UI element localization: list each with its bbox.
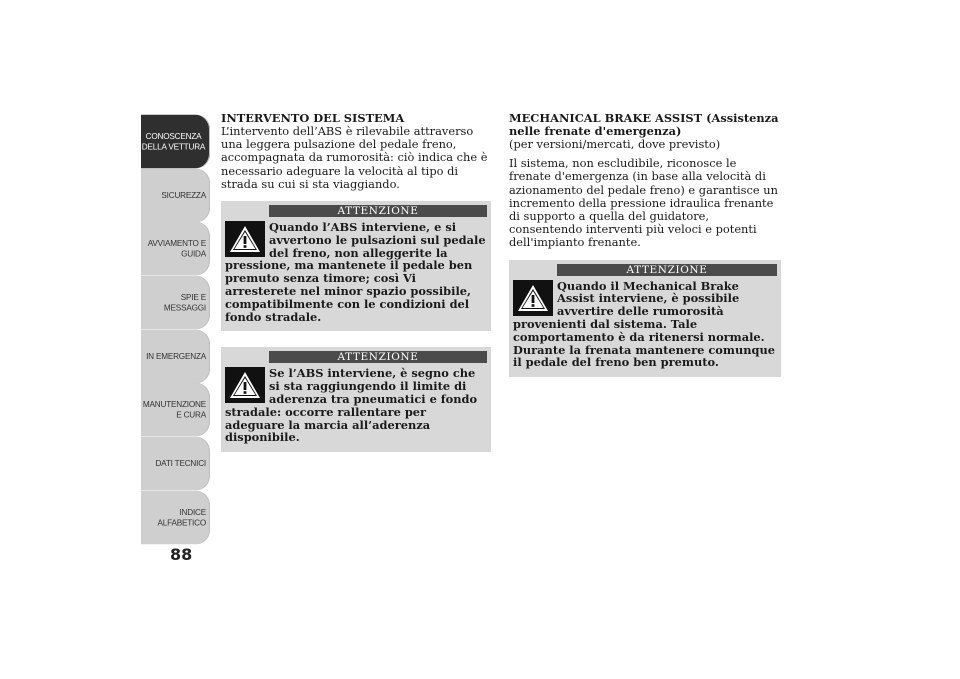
warning-box — [221, 347, 491, 452]
tab-conoscenza-della-vettura[interactable] — [141, 115, 210, 169]
tab-label: CONOSCENZA DELLA VETTURA — [141, 131, 206, 151]
page-number: 88 — [170, 545, 193, 564]
warning-text: Quando l’ABS interviene, e si avvertono le pulsazioni sul pedale del freno, non alleggerite la pressione, ma mantenete il pedale ben premuto senza timore; così Vi arresterete nel minor spazio possibile, compatibilmente con le condizioni del fondo stradale. — [225, 220, 486, 324]
section-heading: INTERVENTO DEL SISTEMA — [221, 111, 405, 125]
warning-triangle-icon — [225, 367, 265, 403]
body-paragraph: L’intervento dell’ABS è rilevabile attraverso una leggera pulsazione del pedale freno, accompagnata da rumorosità: ciò indica che è necessario adeguare la velocità al tipo di strada su cui si sta viaggiando. — [221, 124, 488, 191]
section-subheading: (per versioni/mercati, dove previsto) — [509, 137, 721, 151]
tab-dati-tecnici[interactable] — [141, 437, 210, 491]
tab-avviamento-e-guida[interactable] — [141, 222, 210, 276]
tab-sicurezza[interactable] — [141, 168, 210, 222]
warning-text: Se l’ABS interviene, è segno che si sta raggiungendo il limite di aderenza tra pneumatici e fondo stradale: occorre rallentare per adeguare la marcia all’aderenza disponibile. — [225, 366, 478, 445]
left-column — [221, 112, 491, 452]
tab-label: AVVIAMENTO E GUIDA — [147, 238, 206, 259]
warning-triangle-icon — [225, 221, 265, 257]
right-column — [509, 112, 781, 377]
warning-box — [221, 201, 491, 331]
tab-label: SPIE E MESSAGGI — [163, 292, 206, 313]
warning-triangle-icon — [513, 280, 553, 316]
tab-spie-e-messaggi[interactable] — [141, 276, 210, 330]
tab-label: MANUTENZIONE E CURA — [142, 399, 206, 420]
warning-text: Quando il Mechanical Brake Assist interviene, è possibile avvertire delle rumorosità provenienti dal sistema. Tale comportamento è da ritenersi normale. Durante la frenata mantenere comunque il pedale del freno ben premuto. — [513, 278, 775, 370]
chapter-tabs — [141, 116, 210, 546]
tab-label: IN EMERGENZA — [146, 351, 206, 361]
section-heading: MECHANICAL BRAKE ASSIST (Assistenza nelle frenate d'emergenza) — [509, 111, 779, 138]
tab-manutenzione-e-cura[interactable] — [141, 383, 210, 437]
warning-title: ATTENZIONE — [269, 351, 487, 363]
warning-title: ATTENZIONE — [557, 264, 777, 276]
tab-in-emergenza[interactable] — [141, 329, 210, 383]
tab-label: SICUREZZA — [161, 189, 206, 200]
warning-title: ATTENZIONE — [269, 205, 487, 217]
tab-indice-alfabetico[interactable] — [141, 491, 210, 545]
warning-box — [509, 260, 781, 378]
body-paragraph: Il sistema, non escludibile, riconosce le frenate d'emergenza (in base alla velocità di azionamento del pedale freno) e garantisce un incremento della pressione idraulica frenante di supporto a quella del guidatore, consentendo interventi più veloci e potenti dell'impianto frenante. — [509, 156, 778, 250]
tab-label: INDICE ALFABETICO — [157, 506, 206, 527]
tab-label: DATI TECNICI — [155, 458, 206, 468]
